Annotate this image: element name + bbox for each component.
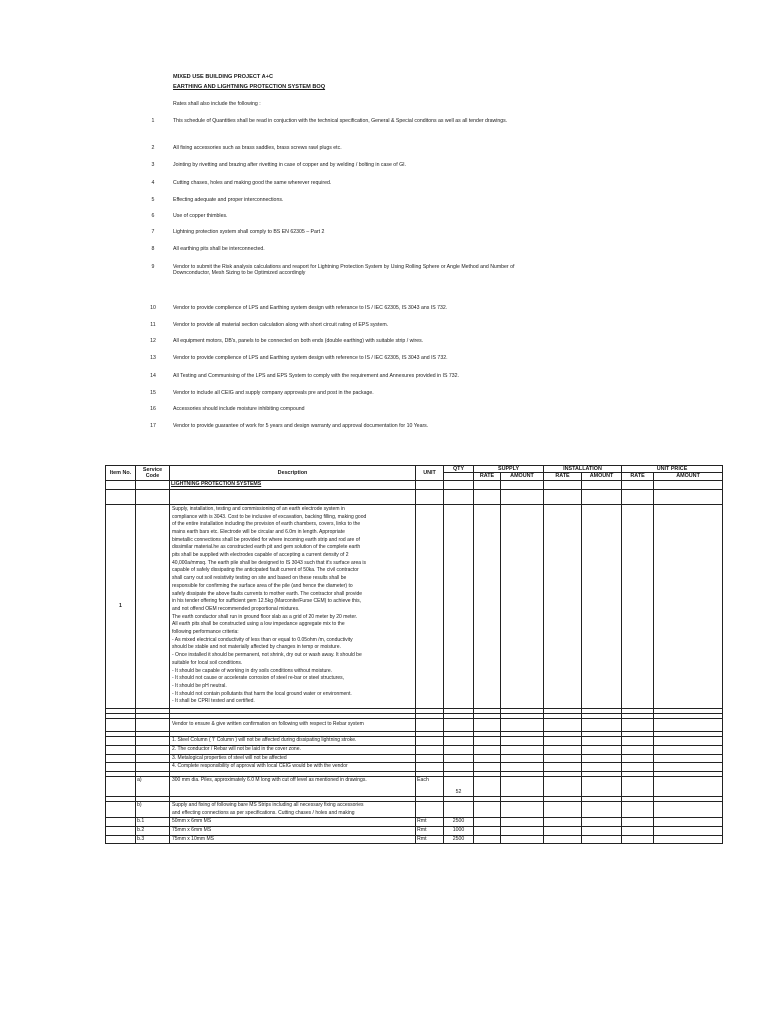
description-line: - It should be pH neutral.	[172, 682, 227, 689]
description-line: - It should not cause or accelerate corrosion of steel re-bar or steel structures,	[172, 675, 345, 682]
description-line: of the entire installation including the provision of earth chambers, covers, links to the	[172, 521, 361, 528]
condition-number: 13	[150, 355, 156, 361]
description-line: The earth conductor shall run in ground floor slab as a grid of 20 meter by 20 meter.	[172, 613, 358, 620]
vendor-note: Vendor to ensure & give written confirmation on following with respect to Rebar system	[170, 719, 416, 732]
service-code-header: Service Code	[136, 466, 170, 481]
section-title: LIGHTNING PROTECTION SYSTEMS	[171, 480, 262, 487]
condition-number: 2	[151, 145, 155, 151]
table-row-item-b	[106, 801, 723, 817]
service-code: b)	[136, 801, 170, 817]
installation-header: INSTALLATION	[544, 466, 622, 473]
qty-value: 52	[444, 776, 474, 796]
unit-price-header: UNIT PRICE	[622, 466, 723, 473]
boq-table	[105, 465, 723, 844]
qty-value: 2500	[444, 818, 474, 827]
condition-text: Jointing by rivetting and brazing after rivetting in case of copper and by welding / bolting in case of GI.	[173, 162, 406, 168]
section-title-row	[106, 480, 723, 489]
condition-text: Lightning protection system shall comply to BS EN 62305 – Part 2	[173, 229, 325, 235]
table-row	[106, 818, 723, 827]
header-row-1	[106, 466, 723, 473]
description-line: 40,000a/mmsq. The earth pile shall be designed to IS 3043 such that it's surface area is	[172, 559, 367, 566]
condition-number: 14	[150, 373, 156, 379]
vendor-point: 1. Steel Column ( 'I' Column ) will not be affected during dissipating lightning stroke.	[170, 737, 416, 746]
qty-value: 1000	[444, 827, 474, 836]
condition-number: 4	[151, 180, 155, 186]
condition-number: 6	[151, 213, 155, 219]
description-line: - As mixed electrical conductivity of less than or equal to 0.05ohm /m, conductivity	[172, 636, 353, 643]
vendor-point-row	[106, 763, 723, 772]
description-line: - It shall be CPRI tested and certified.	[172, 698, 255, 705]
condition-text: All Testing and Communising of the LPS and EPS System to comply with the requirement and Annexures provided in IS 732.	[173, 373, 459, 379]
vendor-point: 3. Metalogical properties of steel will not be affected	[170, 754, 416, 763]
description-line: bimetallic connections shall be provided for where incoming earth strip and rod are of	[172, 536, 360, 543]
condition-number: 8	[151, 246, 155, 252]
qty-sub-header	[444, 473, 474, 480]
qty-value: 2500	[444, 835, 474, 844]
vendor-point: 2. The conductor / Rebar will not be laid in the cover zone.	[170, 745, 416, 754]
vendor-note-row	[106, 719, 723, 732]
condition-number: 9	[151, 264, 155, 270]
condition-number: 7	[151, 229, 155, 235]
condition-text: All fixing accessories such as brass saddles, brass screws rawl plugs etc.	[173, 145, 342, 151]
condition-text: Vendor to submit the Risk analysis calculations and reaport for Lightning Protection System by Using Rolling Sphere or Angle Method and Number of Downconductor, Mesh Sizing to be Optimized accordingly	[173, 264, 515, 277]
condition-number: 17	[150, 423, 156, 429]
description-line: capable of safely dissipating the anticipated fault current of 50ka. The civil contractor	[172, 567, 359, 574]
supply-rate-header: RATE	[474, 473, 501, 480]
description-line: compliance with is 3043. Cost to be inclusive of excavation, backing filling, making good	[172, 513, 367, 520]
table-row	[106, 835, 723, 844]
description-line: All earth pits shall be constructed using a low impedance aggregate mix to the	[172, 621, 345, 628]
sub-item-description: 50mm x 6mm MS	[170, 818, 416, 827]
condition-number: 3	[151, 162, 155, 168]
condition-number: 10	[150, 305, 156, 311]
condition-text: Use of copper thimbles.	[173, 213, 228, 219]
unit-header: UNIT	[416, 466, 444, 481]
condition-number: 11	[150, 322, 156, 328]
condition-text: Effecting adequate and proper interconnections.	[173, 197, 284, 203]
supply-header: SUPPLY	[474, 466, 544, 473]
vendor-point-row	[106, 737, 723, 746]
supply-amount-header: AMOUNT	[501, 473, 544, 480]
condition-text: Vendor to provide guarantee of work for 5 years and design warranty and approval documentation for 10 Years.	[173, 423, 429, 429]
item-no-header: Item No.	[106, 466, 136, 481]
description-line: and effecting connections as per specifications. Cutting chases / holes and making	[172, 809, 355, 816]
item-number: 1	[106, 504, 136, 708]
vendor-point-row	[106, 745, 723, 754]
unit-value: Rmt	[416, 827, 444, 836]
condition-text: Accessories should include moisture inhibiting compound	[173, 406, 305, 412]
condition-number: 12	[150, 338, 156, 344]
condition-number: 5	[151, 197, 155, 203]
description-line: Supply, installation, testing and commissioning of an earth electrode system in	[172, 505, 345, 512]
table-row-item-a	[106, 776, 723, 796]
description-line: Supply and fixing of following bare MS Strips including all necessary fixing accessories	[172, 801, 364, 808]
description-line: following performance criteria:	[172, 629, 239, 636]
condition-text: Vendor to include all CEIG and supply company approvals pre and post in the package.	[173, 390, 374, 396]
document-title: EARTHING AND LIGHTNING PROTECTION SYSTEM BOQ	[173, 84, 326, 90]
installation-rate-header: RATE	[544, 473, 582, 480]
sub-item-description: 75mm x 6mm MS	[170, 827, 416, 836]
service-code: b.1	[136, 818, 170, 827]
condition-text: All earthing pits shall be interconnected.	[173, 246, 265, 252]
condition-text: Vendor to provide all material section calculation along with short circuit rating of EPS system.	[173, 322, 389, 328]
condition-number: 15	[150, 390, 156, 396]
description-line: shall carry out soil resistivity testing on site and based on these results shall be	[172, 575, 347, 582]
description-header: Description	[170, 466, 416, 481]
description-line: - It should not contain pollutants that harm the local ground water or environment.	[172, 690, 352, 697]
item-a-description: 300 mm dia. Piles, approximately 6.0 M long with cut off level as mentioned in drawings.	[170, 776, 416, 796]
description-line: in his tender offering for sufficient gem 12.5kg (Marconite/Furse CEM) to achieve this,	[172, 598, 362, 605]
description-line: and not offend OEM recommended proportional mixtures.	[172, 605, 300, 612]
service-code: a)	[136, 776, 170, 796]
description-line: - It should be capable of working in dry soils conditions without moisture.	[172, 667, 333, 674]
condition-number: 16	[150, 406, 156, 412]
installation-amount-header: AMOUNT	[582, 473, 622, 480]
vendor-point: 4. Complete responsibility of approval with local CEIG would be with the vendor	[170, 763, 416, 772]
condition-text: This schedule of Quantities shall be read in conjuction with the technical specification, General & Special conditons as well as all tender drawings.	[173, 118, 508, 124]
description-line: dissimilar material.he as constructed earth pit and gem solution of the complete earth	[172, 544, 361, 551]
qty-header: QTY	[444, 466, 474, 473]
project-title: MIXED USE BUILDING PROJECT A+C	[173, 74, 274, 80]
unit-value: Rmt	[416, 835, 444, 844]
service-code: b.2	[136, 827, 170, 836]
table-row-item-1	[106, 504, 723, 708]
unit-price-rate-header: RATE	[622, 473, 654, 480]
unit-value: Each	[416, 776, 444, 796]
vendor-point-row	[106, 754, 723, 763]
condition-text: Cutting chases, holes and making good the same wherever required.	[173, 180, 332, 186]
description-line: - Once installed it should be permanent, not shrink, dry out or wash away. It should be	[172, 652, 362, 659]
description-line: pits shall be supplied with electrodes capable of accepting a current density of 2	[172, 552, 349, 559]
sub-item-description: 75mm x 10mm MS	[170, 835, 416, 844]
unit-price-amount-header: AMOUNT	[654, 473, 723, 480]
service-code: b.3	[136, 835, 170, 844]
description-line: should be stable and not materially affected by changes in temp or moisture.	[172, 644, 341, 651]
description-line: responsible for confirming the surface area of the pile (and hence the diameter) to	[172, 582, 353, 589]
condition-text: All equipment motors, DB's, panels to be connected on both ends (double earthing) with suitable strip / wires.	[173, 338, 424, 344]
condition-text: Vendor to provide complience of LPS and Earthing system design with reference to IS / IEC 62305, IS 3043 and IS 732.	[173, 355, 448, 361]
intro-text: Rates shall also include the following :	[173, 101, 261, 107]
description-line: safely dissipate the above faults currents to mother earth. The contractor shall provide	[172, 590, 363, 597]
condition-number: 1	[151, 118, 155, 124]
blank-row	[106, 489, 723, 504]
condition-text: Vendor to provide complience of LPS and Earthing system design with referance to IS / IEC 62305, IS 3043 ans IS 732.	[173, 305, 448, 311]
table-row	[106, 827, 723, 836]
description-line: suitable for local soil conditions.	[172, 659, 243, 666]
unit-value: Rmt	[416, 818, 444, 827]
description-line: mains earth bars etc. Electrode will be circular and 6.0m in length. Appropriate	[172, 528, 345, 535]
item-1-description	[170, 504, 416, 708]
item-b-description	[170, 801, 416, 817]
